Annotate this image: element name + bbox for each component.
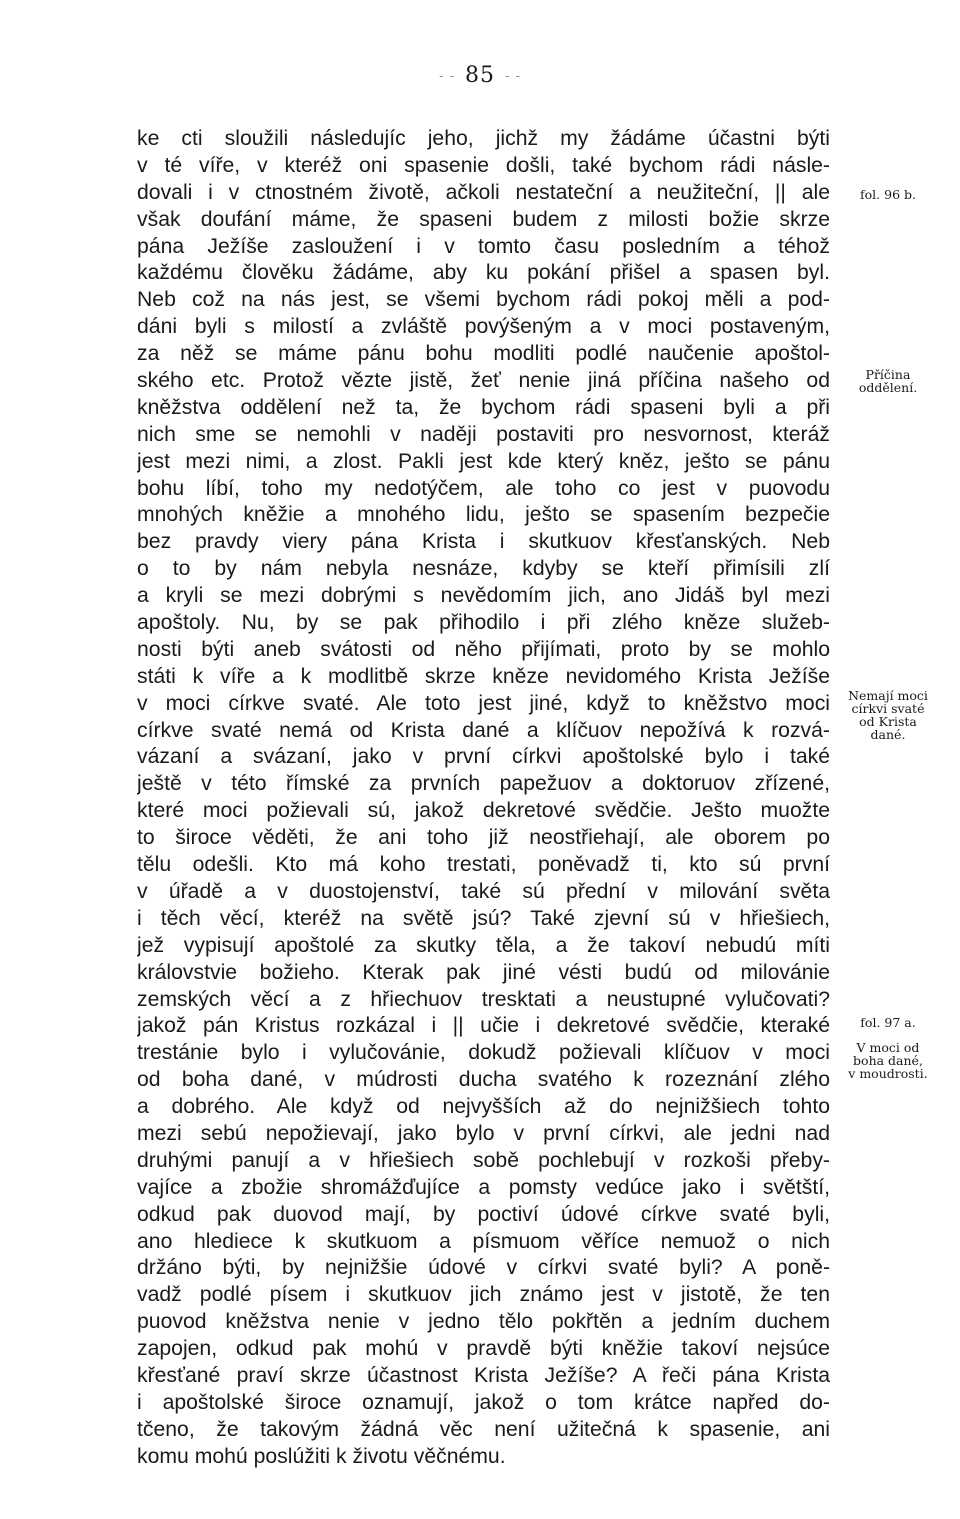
text-line: mnohých kněžie a mnohého lidu, ješto se spasením bezpečie [137, 503, 830, 527]
text-line: jakož pán Kristus rozkázal i || učie i dekretové svědčie, kteraké [137, 1014, 830, 1038]
text-line: puovod kněžstva nenie v jedno tělo pokřtěn a jedním duchem [137, 1310, 830, 1334]
text-line: které moci požievali sú, jakož dekretové svědčie. Ješto muožte [137, 799, 830, 823]
text-line: dovali i v ctnostném životě, ačkoli nestateční a neužiteční, || ale [137, 180, 830, 204]
text-line: v moci církve svaté. Ale toto jest jiné, když to kněžstvo moci [137, 691, 830, 715]
text-line: křesťané praví skrze účastnost Krista Ježíše? A řeči pána Krista [137, 1363, 830, 1387]
margin-note-line: V moci od [856, 1040, 920, 1055]
text-line: o to by nám nebyla nesnáze, kdyby se kteří přimísili zlí [137, 557, 830, 581]
text-line: ještě v této římské za prvních papežuov a doktoruov zřízené, [137, 772, 830, 796]
text-line: a dobrého. Ale když od nejvyšších až do nejnižšiech tohto [137, 1095, 830, 1119]
text-line: a kryli se mezi dobrými s nevědomím jich, ano Jidáš byl mezi [137, 584, 830, 608]
text-line: jež vypisují apoštolé za skutky těla, a že takoví nebudú míti [137, 933, 830, 957]
text-line: jest mezi nimi, a zlost. Pakli jest kde který kněz, ješto se pánu [137, 449, 830, 473]
text-line: nosti býti aneb svátosti od něho přijímati, proto by se mohlo [137, 637, 830, 661]
margin-note-line: Nemají moci [848, 688, 928, 703]
text-line: každému člověku žádáme, aby ku pokání přišel a spasen byl. [137, 261, 830, 285]
text-line: odkud pak duovod mají, by poctiví údové církve svaté byli, [137, 1202, 830, 1226]
margin-note-line: boha dané, [853, 1053, 923, 1068]
text-line: královstvie božieho. Kterak pak jiné vésti budú od milovánie [137, 960, 830, 984]
margin-note-v-moci [832, 1041, 944, 1080]
text-line: vajíce a zbožie shromážďujíce a pomsty vedúce jako i světští, [137, 1175, 830, 1199]
text-line: i apoštolské široce oznamují, jakož o tom krátce napřed do- [137, 1390, 830, 1414]
text-line: zemských věcí a z hřiechuov tresktati a neustupné vylučovati? [137, 987, 830, 1011]
text-line: komu mohú poslúžiti k životu věčnému. [137, 1444, 506, 1468]
text-line: od boha dané, v múdrosti ducha svatého k rozeznání zlého [137, 1068, 830, 1092]
text-line: vadž podlé písem i skutkuov jich známo jest v jistotě, že ten [137, 1283, 830, 1307]
text-line: apoštoly. Nu, by se pak přihodilo i při zlého kněze služeb- [137, 611, 830, 635]
margin-note-pricina [832, 368, 944, 394]
text-line: v té víře, v kteréž oni spasenie došli, také bychom rádi násle- [137, 153, 830, 177]
text-line: mezi sebú nepožievají, jako bylo v první církvi, ale jedni nad [137, 1121, 830, 1145]
header-ornament-left: - - [439, 68, 455, 84]
text-line: vázaní a svázaní, jako v první církvi apoštolské bylo i také [137, 745, 830, 769]
text-line: pána Ježíše zasloužení i v tomto času posledním a téhož [137, 234, 830, 258]
text-line: v úřadě a v duostojenství, také sú přední v milování světa [137, 879, 830, 903]
margin-note-line: oddělení. [858, 380, 918, 395]
text-line: za něž se máme pánu bohu modliti podlé naučenie apoštol- [137, 342, 830, 366]
margin-note-folio-97a [832, 1016, 944, 1029]
text-line: nich sme se nemohli v naději postaviti pro nesvornost, kteráž [137, 422, 830, 446]
main-text-block [137, 126, 830, 1471]
text-line: kněžstva oddělení než ta, že bychom rádi spaseni byli a při [137, 395, 830, 419]
margin-note-text: fol. 97 a. [860, 1015, 916, 1030]
text-line: Neb což na nás jest, se všemi bychom rádi pokoj měli a pod- [137, 288, 830, 312]
text-line: dáni byli s milostí a zvláště povýšeným a v moci postaveným, [137, 315, 830, 339]
header-ornament-right: - - [505, 68, 521, 84]
page-header [0, 63, 960, 88]
margin-note-line: církvi svaté [851, 701, 925, 716]
text-line: držáno býti, by nejnižšie údové v církvi svaté byli? A poně- [137, 1256, 830, 1280]
margin-note-line: od Krista [859, 714, 917, 729]
margin-note-line: v moudrosti. [848, 1066, 928, 1081]
text-line: i těch věcí, kteréž na světě jsú? Také zjevní sú v hřiešiech, [137, 906, 830, 930]
text-line: ano hlediece k skutkuom a písmuom věříce nemuož o nich [137, 1229, 830, 1253]
margin-note-folio-96b [832, 188, 944, 201]
margin-note-text: fol. 96 b. [860, 187, 916, 202]
text-line: tělu odešli. Kto má koho trestati, poněvadž ti, kto sú první [137, 853, 830, 877]
text-line: druhými panují a v hřiešiech sobě pochlebují v rozkoši přeby- [137, 1148, 830, 1172]
text-line: bohu líbí, toho my nedotýčem, ale toho co jest v puovodu [137, 476, 830, 500]
text-line: státi k víře a k modlitbě skrze kněze nevidomého Krista Ježíše [137, 664, 830, 688]
margin-note-nemaji-moci [832, 689, 944, 741]
margin-note-line: Příčina [865, 367, 911, 382]
text-line: trestánie bylo i vylučovánie, dokudž požievali klíčuov v moci [137, 1041, 830, 1065]
text-line: zapojen, odkud pak mohú v pravdě býti kněžie takoví nejsúce [137, 1337, 830, 1361]
text-line: ke cti sloužili následujíc jeho, jichž my žádáme účastni býti [137, 127, 830, 150]
margin-note-line: dané. [870, 727, 906, 742]
text-line: bez pravdy viery pána Krista i skutkuov křesťanských. Neb [137, 530, 830, 554]
text-line: církve svaté nemá od Krista dané a klíčuov nepožívá k rozvá- [137, 718, 830, 742]
text-line: však doufání máme, že spaseni budem z milosti božie skrze [137, 207, 830, 231]
text-line: to široce věděti, že ani toho již neostřiehají, ale oborem po [137, 826, 830, 850]
text-line: ského etc. Protož vězte jistě, žeť nenie jiná příčina našeho od [137, 369, 830, 393]
page-number: 85 [465, 63, 495, 88]
text-line: tčeno, že takovým žádná věc není užitečná k spasenie, ani [137, 1417, 830, 1441]
